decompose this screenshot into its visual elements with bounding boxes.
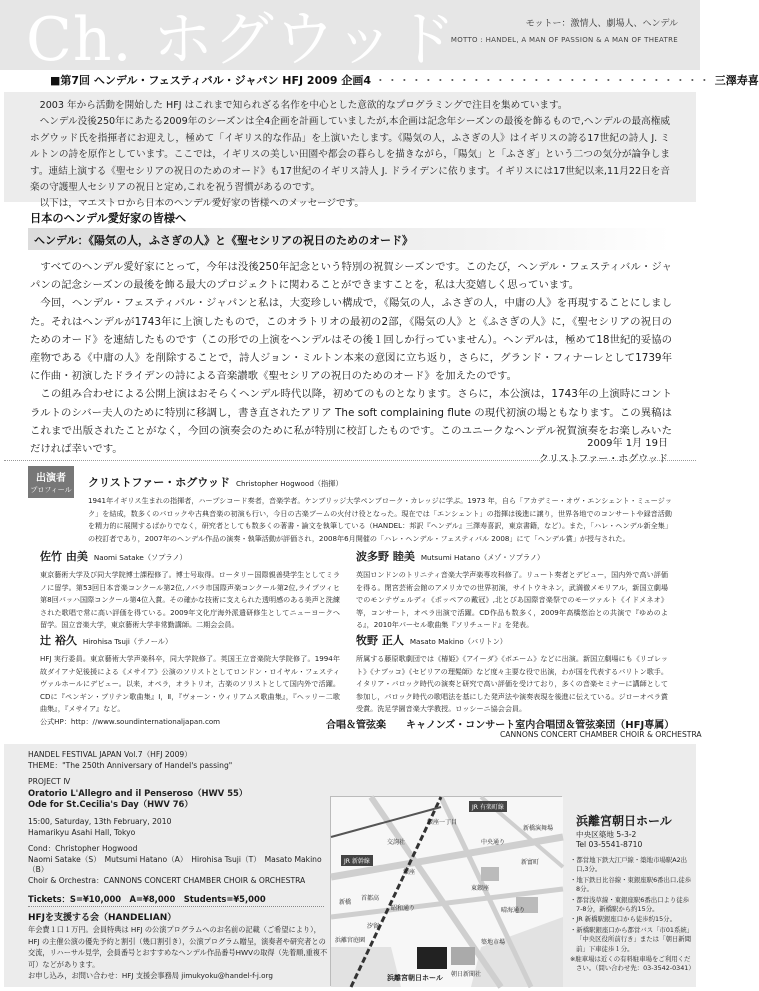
artist-name-en: Christopher Hogwood（指揮） (236, 479, 343, 488)
hall-phone: Tel 03-5541-8710 (576, 840, 643, 849)
map-label: 銀座 (403, 869, 416, 876)
intro-paragraph: ヘンデル没後250年にあたる2009年のシーズンは全4企画を計画していましたが,本企画は記念年シーズンの最後を飾るもので,ヘンデルの最高権威ホグウッド氏を指揮者にお迎えし，極めて「イギリス的な作品」を上演いたします。《陽気の人，ふさぎの人》はイギリスの誇る17世紀の詩人 J. ミルトンの詩を原作としています。ここでは，イギリスの美しい田園や都会の暮らしを描きながら，「陽気」と「ふさぎ」という二つの気分が論争します。連結上演する《聖セシリアの祝日のためのオード》も17世紀のイギリス詩人 J. ドライデンに依ります。イギリスには17世紀以来,11月22日を音楽の守護聖人セシリアの祝日と定め,これを祝う習慣があるのです。 (30, 116, 670, 194)
artist-name-jp: 波多野 睦美 (356, 550, 415, 563)
intro-paragraph: 2003 年から活動を開始した HFJ はこれまで知られざる名作を中心とした意欲的なプログラミングで注目を集めています。 (39, 100, 568, 111)
message-paragraph: この組み合わせによる公開上演はおそらくヘンデル時代以降，初めてのものとなります。さらに，本公演は，1743年の上演時にコントラルトのシバー夫人のために特別に移調し，書き直されたアリア The soft complaining flute の現代初演の場ともなります。この異稿はこれまで出版されたことがなく，今回の演奏会のために私が特別に校訂したものです。このユニークなヘンデル祝賀演奏をお楽しみいただければ幸いです。 (30, 388, 672, 456)
map-label: JR 新幹線 (341, 855, 373, 866)
message-paragraph: 今回，ヘンデル・フェスティバル・ジャパンと私は，大変珍しい構成で，《陽気の人，ふさぎの人，中庸の人》を再現することにしました。それはヘンデルが1743年に上演したもので，このオラトリオの最初の2部，《陽気の人》と《ふさぎの人》に，《聖セシリアの祝日のためのオード》を連結したものです（この形での上演をヘンデルはその後１回しか行っていません）。ヘンデルは，極めて18世紀的妥協の産物である《中庸の人》を削除することで，詩人ジョン・ミルトン本来の意図に立ち返り，さらに，グランド・フィナーレとして1739年に作曲・初演したドライデンの詩による音楽讃歌《聖セシリアの祝日のためのオード》を加えたのです。 (30, 297, 672, 383)
info-detail: Hamarikyu Asahi Hall, Tokyo (28, 827, 136, 837)
artist-tsuji (40, 632, 340, 729)
map-label: 汐留 (367, 923, 380, 930)
event-info (28, 750, 328, 887)
access-item: ・JR 新橋駅銀座口から徒歩約15分。 (570, 915, 676, 924)
map-label: 昭和通り (391, 905, 416, 912)
artist-name-jp: クリストファー・ホグウッド (88, 476, 231, 489)
hall-name: 浜離宮朝日ホール (576, 814, 672, 828)
choir-orchestra-jp: 合唱＆管弦楽 キャノンズ・コンサート室内合唱団＆管弦楽団（HFJ専属） (326, 720, 675, 731)
article-title-text: ■第7回 ヘンデル・フェスティバル・ジャパン HFJ 2009 企画4 (50, 74, 372, 87)
map-label: 首都高 (361, 895, 380, 902)
artist-makino (356, 632, 668, 716)
info-work: Ode for St.Cecilia's Day（HWV 76） (28, 799, 193, 810)
artist-satake (40, 548, 340, 632)
info-cast: Choir & Orchestra：CANNONS CONCERT CHAMBER CHOIR & ORCHESTRA (28, 875, 306, 885)
map-label: 浜離宮庭園 (335, 937, 366, 944)
artist-hatano (356, 548, 668, 632)
artist-name-en: Masato Makino（バリトン） (409, 637, 507, 646)
hall-address-line: 中央区築地 5-3-2 (576, 830, 637, 839)
map-label: JR 有楽町線 (469, 801, 507, 812)
access-item: ・新橋駅銀座口から都営バス「市01系統」「中央区役所前行き」または「朝日新聞前」下車徒歩１分。 (570, 925, 694, 953)
artist-name-en: Naomi Satake（ソプラノ） (93, 553, 187, 562)
info-cast: Naomi Satake（S） Mutsumi Hatano（A） Hirohisa Tsuji（T） Masato Makino（B） (28, 854, 322, 875)
artist-name (356, 548, 668, 564)
map-label: 晴海通り (501, 907, 526, 914)
info-line: HANDEL FESTIVAL JAPAN Vol.7（HFJ 2009） (28, 750, 192, 759)
map-label: 新橋 (339, 899, 352, 906)
venue-map (330, 796, 562, 986)
artist-bio: 1941年イギリス生まれの指揮者，ハープシコード奏者，音楽学者。ケンブリッジ大学ペンブローク・カレッジに学ぶ。1973 年，自ら「アカデミー・オヴ・エンシェント・ミュージック」を結成，数多くのバロックや古典音楽の初演も行い，今日の古楽ブームの火付け役となった。現在では「エンシェント」の指揮は後進に譲り，世界各地でのコンサートや録音活動を精力的に展開するばかりでなく，研究者としても数多くの著書・論文を執筆している（HANDEL：邦訳『ヘンデル』三澤寿喜訳，東京書籍，など）。また，「ハレ・ヘンデル新全集」の校訂者であり，2007年のヘンデル作品の演奏・執筆活動が評価され，2008年6月開催の「ハレ・ヘンデル・フェスティバル 2008」にて「ヘンデル賞」が授与された。 (88, 496, 672, 543)
support-contact[interactable]: お申し込み，お問い合わせ：HFJ 支援会事務局 jimukyoku@handel-f-j.org (28, 971, 273, 981)
section-subtitle: ヘンデル：《陽気の人，ふさぎの人》と《聖セシリアの祝日のためのオード》 (34, 234, 413, 247)
message-paragraph: すべてのヘンデル愛好家にとって，今年は没後250年記念という特別の祝賀シーズンです。このたび，ヘンデル・フェスティバル・ジャパンの記念シーズンの最後を飾る最大のプロジェクトに関わることができますことを，私は大変嬉しく思っています。 (30, 261, 672, 292)
artist-hogwood (88, 474, 672, 545)
artist-name-jp: 牧野 正人 (356, 634, 404, 647)
header-banner (0, 0, 700, 75)
artist-bio (40, 653, 340, 729)
support-paragraph: 年会費１口１万円。会員特典は HFJ の公演プログラムへのお名前の記載（ご希望により），HFJ の主催公演の優先予約と割引（幾口割引き），公演プログラム贈呈，演奏者や研究者との交流，リハーサル見学，会員番号とおすすめなヘンデル作品番号HWVの取得（先着順,重複不可）などがあります。 (28, 925, 328, 969)
profile-label-sub: プロフィール (30, 486, 72, 494)
profile-label-jp: 出演者 (36, 473, 66, 484)
artist-name-en: Mutsumi Hatano（メゾ・ソプラノ） (420, 553, 545, 562)
parking-note: ※駐車場は近くの有料駐車場をご利用ください。（問い合わせ先：03-3542-0341） (570, 955, 695, 973)
support-text (28, 924, 328, 982)
info-detail: 15:00, Saturday, 13th February, 2010 (28, 816, 172, 826)
artist-name-jp: 辻 裕久 (40, 634, 77, 647)
article-title (50, 72, 759, 88)
artist-website-link[interactable]: 公式HP：http：//www.soundinternationaljapan.com (40, 716, 221, 726)
artist-bio: 東京藝術大学及び同大学院博士課程修了。博士号取得。ロータリー国際親善奨学生としてミラノに留学。第53回日本音楽コンクール第2位,ノバラ市国際声楽コンクール第2位,ライプツィヒ第8回バッハ国際コンクール第4位入賞。その確かな技術に支えられた透明感のある美声と洗練された歌唱で常に高い評価を得ている。2009年文化庁海外派遣研修生としてニューヨークへ留学。国立音楽大学，東京藝術大学非常勤講師。二期会会員。 (40, 570, 340, 630)
motto-english: MOTTO : HANDEL, A MAN OF PASSION & A MAN OF THEATRE (450, 36, 678, 44)
info-project: PROJECT Ⅳ (28, 777, 71, 787)
access-info (570, 856, 694, 975)
map-label: 東銀座 (471, 885, 490, 892)
map-label: 朝日新聞社 (451, 971, 482, 978)
map-label: 中央通り (481, 839, 506, 846)
access-item: ・地下鉄日比谷線・東銀座駅6番出口,徒歩8分。 (570, 875, 692, 894)
ticket-prices: Tickets：S=¥10,000 A=¥8,000 Students=¥5,000 (28, 894, 266, 904)
intro-paragraph: 以下は，マエストロから日本のヘンデル愛好家の皆様へのメッセージです。 (39, 198, 364, 210)
artist-name-jp: 佐竹 由美 (40, 550, 88, 563)
hall-address (576, 830, 642, 850)
map-label: 築地市場 (481, 939, 506, 946)
info-work: Oratorio L'Allegro and il Penseroso（HWV 55） (28, 787, 248, 798)
message-signature: クリストファー・ホグウッド (538, 454, 668, 465)
artist-name (88, 474, 672, 490)
map-label: 銀座一丁目 (427, 819, 458, 826)
artist-name (356, 632, 668, 648)
artist-bio-text: HFJ 実行委員。東京藝術大学声楽科卒，同大学院修了。英国王立音楽院大学院修了。1994年故ダイアナ妃後援による《メサイア》公演のソリストとしてロンドン・ロイヤル・フェスティヴァルホールにデビュー。以来，オペラ，オラトリオ，古楽のソリストとして国内外で活躍。CDに『ペンギン・ブリテン歌曲集』Ⅰ，Ⅱ，『ヴォーン・ウィリアムス歌曲集』，『ヘッリー二歌曲集』，『メサイア』など。 (40, 654, 340, 714)
title-dots: ・・・・・・・・・・・・・・・・・・・・・・・・・・・・ (374, 74, 711, 87)
map-hall-label: 浜離宮朝日ホール (387, 974, 443, 982)
info-cast: Cond：Christopher Hogwood (28, 844, 138, 854)
profile-label (28, 466, 74, 498)
motto-japanese: モットー：激情人、劇場人、ヘンデル (525, 19, 678, 29)
artist-bio: 所属する藤原歌劇団では《椿姫》《アイーダ》《ボエーム》などに出演。新国立劇場にも《リゴレット》《ナブッコ》《セビリアの理髪師》など度々主要な役で出演，わが国を代表するバリトン歌手。イタリア・バロック時代の演奏と研究で高い評価を受けており，多くの音楽セミナーに講師として参加し，バロック時代の歌唱法を基にした発声法や演奏表現を後進に伝えている。ジローオペラ賞受賞。洗足学園音楽大学教授。ロッシーニ協会会員。 (356, 654, 668, 714)
artist-bio: 英国ロンドンのトリニティ音楽大学声楽専攻科修了。リュート奏者とデビュー，国内外で高い評価を得る。閉宮芸術会館のアメリカでの世界初演，サイトウキネン，武満徹メモリアル，新国立劇場でのモンテヴェルディ《ポッペアの戴冠》,北とぴあ国際音楽祭でのモーツァルト《イドメネオ》等，コンサート，オペラ出演で活躍。CD作品も数多く，2009年高橋悠治との共演で『ゆめのよる』，2010年パーセル歌曲集『ソリチュード』を発表。 (356, 570, 668, 630)
divider (28, 906, 324, 907)
article-author: 三澤寿喜 (714, 74, 759, 87)
info-line: THEME："The 250th Anniversary of Handel's passing" (28, 760, 233, 770)
artist-name-en: Hirohisa Tsuji（テノール） (82, 637, 173, 646)
choir-orchestra-en: CANNONS CONCERT CHAMBER CHOIR & ORCHESTRA (500, 730, 702, 739)
access-item: ・都営地下鉄大江戸線・築地市場駅A2出口,3分。 (570, 856, 688, 874)
header-big-title: Ch. ホグウッド (26, 5, 457, 75)
message-date: 2009年 1月 19日 (587, 438, 668, 449)
map-label: 新橋演舞場 (523, 825, 554, 832)
message-body (30, 258, 672, 458)
artist-name (40, 548, 340, 564)
map-label: 交詢社 (387, 839, 406, 846)
access-item: ・都営浅草線・東銀座駅6番出口より徒歩7-8分，新橋駅から約15分。 (570, 895, 690, 914)
artist-name (40, 632, 340, 648)
map-label: 新富町 (521, 859, 540, 866)
section-title: 日本のヘンデル愛好家の皆様へ (30, 212, 187, 225)
support-title: HFJを支援する会（HANDELIAN） (28, 913, 177, 923)
intro-text (30, 98, 670, 213)
